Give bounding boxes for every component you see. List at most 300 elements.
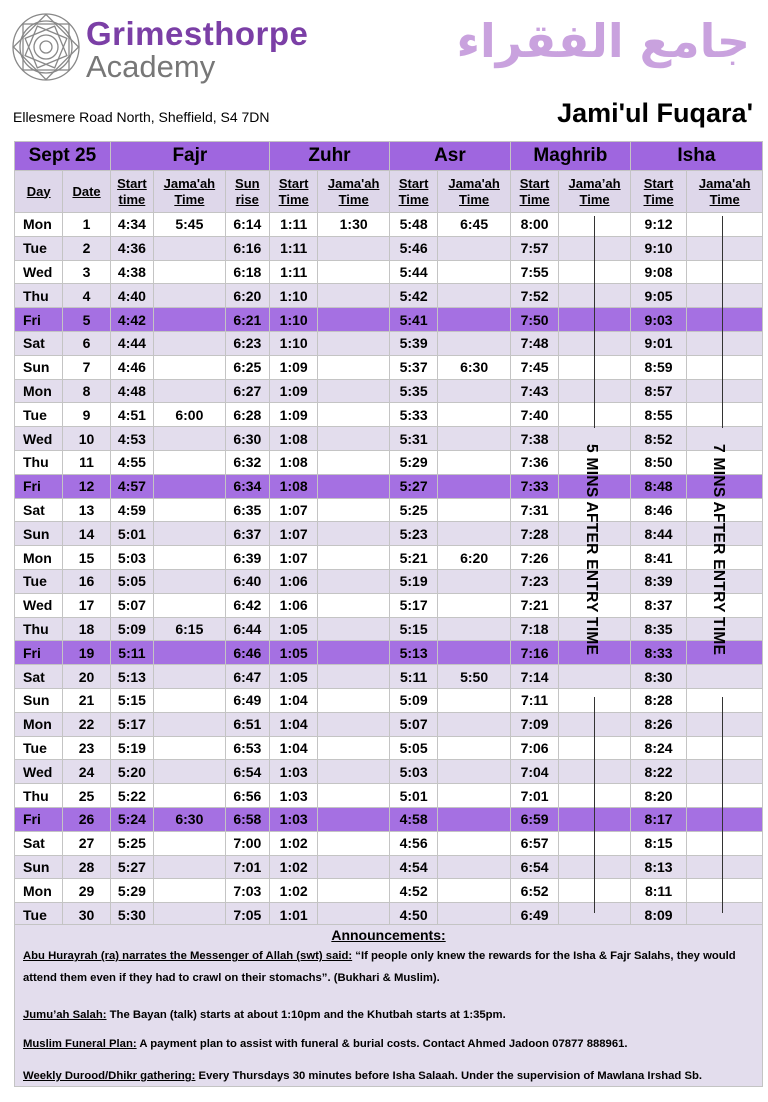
cell-day: Sun — [15, 355, 63, 379]
cell-asr-jamaah — [438, 569, 511, 593]
cell-asr-start: 5:27 — [389, 474, 437, 498]
cell-date: 1 — [63, 213, 110, 237]
cell-zuhr-jamaah — [318, 807, 390, 831]
cell-day: Thu — [15, 450, 63, 474]
cell-date: 27 — [63, 831, 110, 855]
cell-sunrise: 6:16 — [225, 236, 269, 260]
cell-date: 6 — [63, 331, 110, 355]
table-row — [15, 688, 763, 712]
cell-zuhr-jamaah — [318, 403, 390, 427]
cell-isha-jamaah — [687, 665, 763, 689]
cell-isha-start: 9:12 — [630, 213, 686, 237]
cell-asr-start: 5:09 — [389, 688, 437, 712]
cell-sunrise: 6:37 — [225, 522, 269, 546]
cell-sunrise: 7:00 — [225, 831, 269, 855]
cell-maghrib-start: 7:50 — [510, 308, 558, 332]
cell-fajr-jamaah — [154, 308, 226, 332]
cell-fajr-jamaah — [154, 855, 226, 879]
cell-maghrib-start: 7:57 — [510, 236, 558, 260]
cell-maghrib-start: 7:45 — [510, 355, 558, 379]
cell-isha-start: 8:30 — [630, 665, 686, 689]
cell-isha-start: 8:39 — [630, 569, 686, 593]
cell-day: Wed — [15, 427, 63, 451]
table-row — [15, 403, 763, 427]
cell-asr-start: 5:01 — [389, 784, 437, 808]
cell-maghrib-start: 7:52 — [510, 284, 558, 308]
cell-day: Tue — [15, 569, 63, 593]
cell-isha-jamaah — [687, 236, 763, 260]
cell-date: 12 — [63, 474, 110, 498]
cell-day: Sat — [15, 665, 63, 689]
table-row — [15, 784, 763, 808]
cell-zuhr-start: 1:09 — [270, 403, 318, 427]
prayer-maghrib: Maghrib — [510, 142, 630, 171]
cell-maghrib-start: 7:55 — [510, 260, 558, 284]
cell-fajr-start: 5:25 — [110, 831, 153, 855]
cell-maghrib-start: 7:26 — [510, 546, 558, 570]
cell-asr-jamaah — [438, 855, 511, 879]
cell-zuhr-start: 1:07 — [270, 522, 318, 546]
cell-fajr-jamaah — [154, 641, 226, 665]
cell-zuhr-start: 1:03 — [270, 807, 318, 831]
cell-fajr-jamaah — [154, 688, 226, 712]
cell-zuhr-jamaah — [318, 569, 390, 593]
cell-zuhr-jamaah — [318, 831, 390, 855]
cell-sunrise: 6:46 — [225, 641, 269, 665]
cell-fajr-start: 5:03 — [110, 546, 153, 570]
cell-fajr-start: 5:05 — [110, 569, 153, 593]
announcement-funeral-plan: Muslim Funeral Plan: A payment plan to assist with funeral & burial costs. Contact Ahmed Jadoon 07877 888961. — [23, 1038, 628, 1050]
table-row — [15, 831, 763, 855]
cell-maghrib-start: 7:28 — [510, 522, 558, 546]
cell-date: 20 — [63, 665, 110, 689]
col-isha-start: Start Time — [630, 171, 686, 213]
maghrib-bracket-line-top — [594, 216, 595, 428]
cell-sunrise: 6:39 — [225, 546, 269, 570]
cell-sunrise: 6:51 — [225, 712, 269, 736]
cell-asr-jamaah — [438, 450, 511, 474]
cell-asr-jamaah — [438, 784, 511, 808]
table-row — [15, 236, 763, 260]
cell-isha-start: 8:20 — [630, 784, 686, 808]
cell-isha-jamaah — [687, 213, 763, 237]
prayer-fajr: Fajr — [110, 142, 269, 171]
cell-isha-start: 9:03 — [630, 308, 686, 332]
cell-zuhr-start: 1:11 — [270, 213, 318, 237]
cell-isha-start: 9:10 — [630, 236, 686, 260]
cell-asr-jamaah — [438, 379, 511, 403]
table-row — [15, 546, 763, 570]
cell-sunrise: 6:14 — [225, 213, 269, 237]
cell-asr-jamaah — [438, 403, 511, 427]
cell-maghrib-start: 7:16 — [510, 641, 558, 665]
cell-zuhr-start: 1:04 — [270, 712, 318, 736]
cell-fajr-start: 4:59 — [110, 498, 153, 522]
cell-asr-start: 5:25 — [389, 498, 437, 522]
cell-date: 9 — [63, 403, 110, 427]
table-row — [15, 593, 763, 617]
cell-date: 2 — [63, 236, 110, 260]
cell-asr-start: 5:44 — [389, 260, 437, 284]
cell-fajr-jamaah — [154, 236, 226, 260]
month-label: Sept 25 — [15, 142, 111, 171]
cell-zuhr-jamaah — [318, 331, 390, 355]
cell-maghrib-start: 7:04 — [510, 760, 558, 784]
cell-sunrise: 6:30 — [225, 427, 269, 451]
col-fajr-jamaah: Jama'ah Time — [154, 171, 226, 213]
cell-fajr-start: 4:48 — [110, 379, 153, 403]
cell-isha-start: 8:28 — [630, 688, 686, 712]
cell-asr-start: 5:37 — [389, 355, 437, 379]
brand-name: Grimesthorpe — [86, 15, 309, 52]
col-asr-start: Start Time — [389, 171, 437, 213]
cell-asr-start: 4:56 — [389, 831, 437, 855]
cell-maghrib-start: 7:48 — [510, 331, 558, 355]
cell-fajr-jamaah: 6:00 — [154, 403, 226, 427]
cell-asr-jamaah — [438, 903, 511, 927]
cell-zuhr-jamaah — [318, 450, 390, 474]
cell-maghrib-start: 7:01 — [510, 784, 558, 808]
table-row — [15, 450, 763, 474]
isha-bracket-line-top — [722, 216, 723, 428]
cell-asr-jamaah: 6:30 — [438, 355, 511, 379]
cell-zuhr-start: 1:02 — [270, 855, 318, 879]
cell-date: 28 — [63, 855, 110, 879]
cell-zuhr-jamaah — [318, 903, 390, 927]
cell-asr-start: 4:58 — [389, 807, 437, 831]
cell-sunrise: 6:25 — [225, 355, 269, 379]
cell-fajr-start: 5:19 — [110, 736, 153, 760]
col-zuhr-start: Start Time — [270, 171, 318, 213]
col-day: Day — [15, 171, 63, 213]
cell-fajr-start: 5:01 — [110, 522, 153, 546]
cell-isha-start: 8:13 — [630, 855, 686, 879]
cell-asr-jamaah — [438, 641, 511, 665]
cell-date: 3 — [63, 260, 110, 284]
cell-zuhr-start: 1:04 — [270, 736, 318, 760]
cell-maghrib-start: 7:33 — [510, 474, 558, 498]
cell-zuhr-start: 1:11 — [270, 236, 318, 260]
cell-fajr-jamaah — [154, 760, 226, 784]
cell-asr-jamaah — [438, 617, 511, 641]
cell-day: Mon — [15, 712, 63, 736]
cell-asr-jamaah — [438, 427, 511, 451]
cell-isha-jamaah — [687, 260, 763, 284]
cell-day: Thu — [15, 784, 63, 808]
cell-day: Wed — [15, 260, 63, 284]
cell-asr-start: 5:19 — [389, 569, 437, 593]
cell-sunrise: 6:40 — [225, 569, 269, 593]
cell-asr-start: 5:31 — [389, 427, 437, 451]
cell-sunrise: 6:34 — [225, 474, 269, 498]
isha-bracket-line-bottom — [722, 697, 723, 913]
cell-asr-jamaah — [438, 260, 511, 284]
cell-sunrise: 7:03 — [225, 879, 269, 903]
cell-zuhr-jamaah — [318, 593, 390, 617]
cell-date: 15 — [63, 546, 110, 570]
table-row — [15, 331, 763, 355]
cell-maghrib-start: 7:36 — [510, 450, 558, 474]
cell-isha-start: 8:46 — [630, 498, 686, 522]
cell-fajr-jamaah — [154, 474, 226, 498]
table-row — [15, 807, 763, 831]
cell-fajr-jamaah — [154, 665, 226, 689]
cell-date: 25 — [63, 784, 110, 808]
cell-sunrise: 6:20 — [225, 284, 269, 308]
table-row — [15, 665, 763, 689]
cell-date: 30 — [63, 903, 110, 927]
table-row — [15, 569, 763, 593]
cell-zuhr-jamaah — [318, 617, 390, 641]
cell-day: Wed — [15, 760, 63, 784]
cell-fajr-jamaah — [154, 831, 226, 855]
cell-date: 5 — [63, 308, 110, 332]
cell-fajr-jamaah — [154, 593, 226, 617]
cell-maghrib-start: 7:40 — [510, 403, 558, 427]
cell-zuhr-start: 1:08 — [270, 450, 318, 474]
cell-isha-jamaah — [687, 355, 763, 379]
table-row — [15, 355, 763, 379]
cell-date: 10 — [63, 427, 110, 451]
table-row — [15, 213, 763, 237]
cell-asr-jamaah — [438, 807, 511, 831]
cell-isha-start: 8:37 — [630, 593, 686, 617]
cell-fajr-jamaah — [154, 284, 226, 308]
col-isha-jamaah: Jama'ah Time — [687, 171, 763, 213]
announcements-panel — [14, 924, 763, 1087]
cell-zuhr-start: 1:11 — [270, 260, 318, 284]
cell-maghrib-start: 6:52 — [510, 879, 558, 903]
cell-isha-start: 8:48 — [630, 474, 686, 498]
cell-maghrib-start: 7:11 — [510, 688, 558, 712]
cell-zuhr-start: 1:07 — [270, 498, 318, 522]
cell-asr-jamaah — [438, 308, 511, 332]
cell-day: Sat — [15, 331, 63, 355]
cell-day: Sat — [15, 498, 63, 522]
cell-isha-start: 9:08 — [630, 260, 686, 284]
cell-fajr-start: 4:55 — [110, 450, 153, 474]
cell-zuhr-jamaah — [318, 855, 390, 879]
col-sunrise: Sun rise — [225, 171, 269, 213]
cell-sunrise: 6:56 — [225, 784, 269, 808]
cell-asr-jamaah — [438, 736, 511, 760]
cell-asr-start: 5:21 — [389, 546, 437, 570]
cell-sunrise: 6:21 — [225, 308, 269, 332]
cell-zuhr-start: 1:08 — [270, 474, 318, 498]
table-row — [15, 879, 763, 903]
cell-zuhr-start: 1:10 — [270, 284, 318, 308]
cell-asr-jamaah: 6:45 — [438, 213, 511, 237]
cell-zuhr-start: 1:09 — [270, 379, 318, 403]
cell-maghrib-start: 7:14 — [510, 665, 558, 689]
cell-day: Mon — [15, 379, 63, 403]
cell-isha-jamaah — [687, 688, 763, 712]
cell-zuhr-jamaah — [318, 665, 390, 689]
cell-date: 17 — [63, 593, 110, 617]
cell-fajr-start: 4:53 — [110, 427, 153, 451]
cell-isha-jamaah — [687, 855, 763, 879]
cell-zuhr-jamaah — [318, 236, 390, 260]
cell-date: 8 — [63, 379, 110, 403]
cell-fajr-start: 5:13 — [110, 665, 153, 689]
table-row — [15, 617, 763, 641]
cell-sunrise: 6:42 — [225, 593, 269, 617]
cell-fajr-jamaah — [154, 569, 226, 593]
prayer-asr: Asr — [389, 142, 510, 171]
cell-zuhr-jamaah — [318, 427, 390, 451]
cell-isha-start: 8:52 — [630, 427, 686, 451]
cell-fajr-start: 5:24 — [110, 807, 153, 831]
table-row — [15, 284, 763, 308]
cell-isha-jamaah — [687, 807, 763, 831]
cell-maghrib-start: 6:54 — [510, 855, 558, 879]
cell-zuhr-jamaah — [318, 879, 390, 903]
cell-fajr-start: 4:38 — [110, 260, 153, 284]
cell-zuhr-start: 1:06 — [270, 569, 318, 593]
cell-zuhr-jamaah — [318, 522, 390, 546]
cell-fajr-start: 4:46 — [110, 355, 153, 379]
table-row — [15, 736, 763, 760]
cell-date: 11 — [63, 450, 110, 474]
cell-zuhr-jamaah — [318, 688, 390, 712]
cell-asr-jamaah — [438, 474, 511, 498]
cell-asr-jamaah — [438, 760, 511, 784]
cell-fajr-start: 4:36 — [110, 236, 153, 260]
cell-zuhr-start: 1:06 — [270, 593, 318, 617]
cell-fajr-jamaah — [154, 450, 226, 474]
address: Ellesmere Road North, Sheffield, S4 7DN — [13, 109, 270, 125]
cell-zuhr-start: 1:10 — [270, 331, 318, 355]
cell-asr-start: 5:17 — [389, 593, 437, 617]
cell-date: 23 — [63, 736, 110, 760]
cell-zuhr-start: 1:02 — [270, 831, 318, 855]
cell-zuhr-jamaah — [318, 498, 390, 522]
announcement-jumuah: Jumu’ah Salah: The Bayan (talk) starts at about 1:10pm and the Khutbah starts at 1:35pm. — [23, 1009, 506, 1021]
cell-asr-jamaah — [438, 522, 511, 546]
cell-fajr-start: 5:29 — [110, 879, 153, 903]
cell-fajr-start: 4:40 — [110, 284, 153, 308]
cell-fajr-jamaah — [154, 879, 226, 903]
cell-date: 22 — [63, 712, 110, 736]
isha-jamaah-note: 7 MINS AFTER ENTRY TIME — [710, 444, 727, 656]
academy-logo-icon — [10, 8, 82, 86]
cell-maghrib-start: 7:23 — [510, 569, 558, 593]
cell-zuhr-jamaah — [318, 712, 390, 736]
cell-maghrib-start: 6:59 — [510, 807, 558, 831]
cell-day: Sun — [15, 855, 63, 879]
cell-isha-start: 8:09 — [630, 903, 686, 927]
cell-isha-jamaah — [687, 308, 763, 332]
col-maghrib-start: Start Time — [510, 171, 558, 213]
announcement-hadith: Abu Hurayrah (ra) narrates the Messenger of Allah (swt) said: “If people only knew the rewards for the Isha & Fajr Salahs, they would attend them even if they had to crawl on their stomachs”. (Bukhari & Muslim). — [23, 950, 736, 984]
cell-sunrise: 6:18 — [225, 260, 269, 284]
cell-fajr-jamaah — [154, 427, 226, 451]
cell-isha-start: 8:55 — [630, 403, 686, 427]
cell-asr-start: 5:48 — [389, 213, 437, 237]
cell-maghrib-start: 7:09 — [510, 712, 558, 736]
col-zuhr-jamaah: Jama'ah Time — [318, 171, 390, 213]
cell-day: Sat — [15, 831, 63, 855]
cell-maghrib-start: 6:57 — [510, 831, 558, 855]
cell-maghrib-start: 8:00 — [510, 213, 558, 237]
cell-isha-jamaah — [687, 284, 763, 308]
cell-zuhr-start: 1:09 — [270, 355, 318, 379]
cell-zuhr-start: 1:02 — [270, 879, 318, 903]
table-row — [15, 641, 763, 665]
cell-day: Fri — [15, 308, 63, 332]
cell-zuhr-jamaah: 1:30 — [318, 213, 390, 237]
table-row — [15, 522, 763, 546]
cell-sunrise: 6:58 — [225, 807, 269, 831]
cell-zuhr-jamaah — [318, 641, 390, 665]
cell-sunrise: 6:53 — [225, 736, 269, 760]
cell-day: Mon — [15, 879, 63, 903]
cell-zuhr-jamaah — [318, 784, 390, 808]
cell-fajr-jamaah — [154, 546, 226, 570]
cell-date: 19 — [63, 641, 110, 665]
cell-sunrise: 6:32 — [225, 450, 269, 474]
cell-asr-jamaah — [438, 593, 511, 617]
cell-asr-start: 4:52 — [389, 879, 437, 903]
cell-asr-jamaah — [438, 879, 511, 903]
cell-sunrise: 6:27 — [225, 379, 269, 403]
cell-asr-start: 5:05 — [389, 736, 437, 760]
cell-date: 16 — [63, 569, 110, 593]
cell-fajr-start: 5:17 — [110, 712, 153, 736]
cell-asr-jamaah — [438, 712, 511, 736]
cell-zuhr-jamaah — [318, 546, 390, 570]
cell-asr-start: 5:29 — [389, 450, 437, 474]
cell-date: 26 — [63, 807, 110, 831]
cell-maghrib-start: 7:38 — [510, 427, 558, 451]
brand-subtitle: Academy — [86, 49, 216, 84]
cell-isha-start: 8:17 — [630, 807, 686, 831]
cell-isha-jamaah — [687, 879, 763, 903]
maghrib-jamaah-note: 5 MINS AFTER ENTRY TIME — [583, 444, 600, 656]
announcements-title: Announcements: — [331, 927, 446, 943]
cell-isha-start: 8:22 — [630, 760, 686, 784]
cell-fajr-jamaah — [154, 784, 226, 808]
cell-sunrise: 7:01 — [225, 855, 269, 879]
cell-isha-start: 8:44 — [630, 522, 686, 546]
timetable-body — [15, 213, 763, 927]
col-fajr-start: Start time — [110, 171, 153, 213]
cell-zuhr-start: 1:10 — [270, 308, 318, 332]
maghrib-bracket-line-bottom — [594, 697, 595, 913]
cell-asr-start: 5:07 — [389, 712, 437, 736]
cell-day: Sun — [15, 522, 63, 546]
cell-sunrise: 6:35 — [225, 498, 269, 522]
cell-isha-start: 9:05 — [630, 284, 686, 308]
cell-asr-jamaah — [438, 831, 511, 855]
cell-zuhr-jamaah — [318, 308, 390, 332]
cell-isha-jamaah — [687, 760, 763, 784]
cell-fajr-start: 5:27 — [110, 855, 153, 879]
cell-asr-start: 5:13 — [389, 641, 437, 665]
cell-day: Fri — [15, 641, 63, 665]
cell-isha-start: 8:15 — [630, 831, 686, 855]
cell-day: Tue — [15, 903, 63, 927]
cell-maghrib-start: 7:31 — [510, 498, 558, 522]
cell-asr-start: 5:42 — [389, 284, 437, 308]
table-row — [15, 379, 763, 403]
cell-asr-start: 5:11 — [389, 665, 437, 689]
cell-fajr-jamaah: 6:30 — [154, 807, 226, 831]
cell-asr-start: 5:46 — [389, 236, 437, 260]
cell-date: 13 — [63, 498, 110, 522]
table-row — [15, 260, 763, 284]
cell-zuhr-jamaah — [318, 284, 390, 308]
